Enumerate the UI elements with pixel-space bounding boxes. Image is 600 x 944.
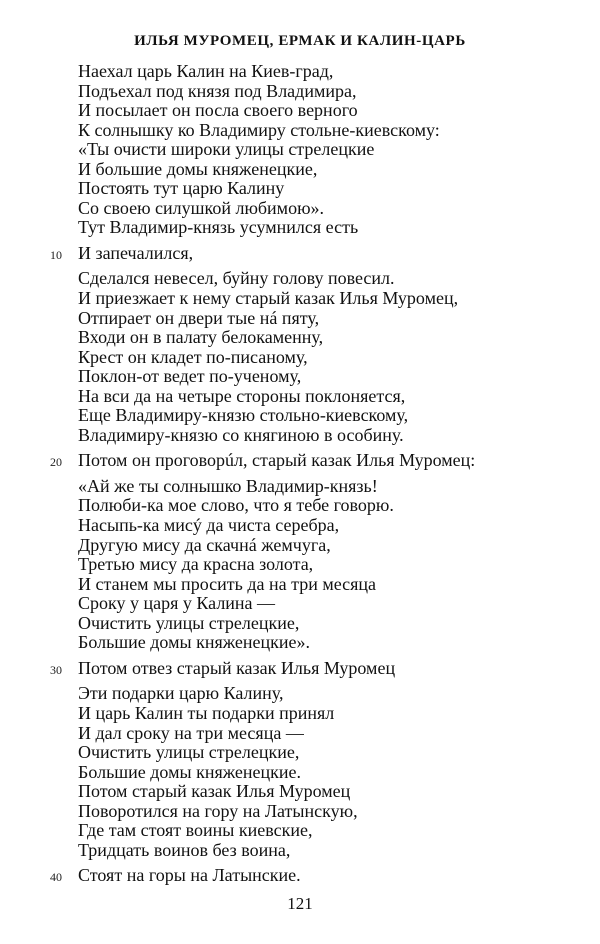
verse-line: [78, 309, 578, 329]
line-number: 10: [50, 247, 62, 262]
verse-line: [78, 575, 578, 595]
verse-line-text: Сделался невесел, буйну голову повесил.: [78, 268, 395, 289]
verse-line-text: И станем мы просить да на три месяца: [78, 573, 377, 594]
verse-line: [78, 387, 578, 407]
verse-line: [78, 477, 578, 497]
verse-line: [78, 614, 578, 634]
verse-line-text: Большие домы княженецкие».: [78, 632, 311, 653]
line-number: 40: [50, 870, 62, 885]
verse-line-text: Потом отвез старый казак Илья Муромец: [78, 657, 396, 678]
verse-line-text: Наехал царь Калин на Киев-град,: [78, 61, 334, 81]
verse-line-text: На вси да на четыре стороны поклоняется,: [78, 385, 406, 406]
verse-line: [78, 633, 578, 653]
verse-line-text: Эти подарки царю Калину,: [78, 683, 284, 704]
verse-line-text: Входи он в палату белокаменну,: [78, 327, 324, 348]
verse-line-text: Третью мису да красна золота,: [78, 554, 314, 575]
poem-text: [50, 61, 578, 886]
verse-line: [78, 121, 578, 141]
verse-line: [78, 82, 578, 102]
verse-line: [78, 704, 578, 724]
verse-line: [50, 242, 578, 264]
verse-line-text: Тридцать воинов без воина,: [78, 839, 291, 860]
verse-line: [78, 496, 578, 516]
verse-line: [78, 426, 578, 446]
verse-line-text: К солнышку ко Владимиру стольне-киевскому:: [78, 119, 440, 140]
verse-line: [78, 367, 578, 387]
verse-line-text: Поворотился на гору на Латынскую,: [78, 800, 358, 821]
verse-line: [78, 269, 578, 289]
verse-line: [78, 199, 578, 219]
verse-line-text: Тут Владимир-князь усумнился есть: [78, 217, 359, 238]
verse-line: [78, 594, 578, 614]
verse-line: [78, 348, 578, 368]
verse-line-text: И царь Калин ты подарки принял: [78, 702, 335, 723]
verse-line: [78, 140, 578, 160]
verse-line: [78, 802, 578, 822]
verse-line: [78, 684, 578, 704]
verse-line-text: Постоять тут царю Калину: [78, 178, 285, 199]
verse-line-text: Еще Владимиру-князю стольно-киевскому,: [78, 405, 409, 426]
verse-line: [78, 782, 578, 802]
verse-line: [78, 160, 578, 180]
verse-line: [78, 179, 578, 199]
verse-line: [78, 743, 578, 763]
running-head-title: ИЛЬЯ МУРОМЕЦ, ЕРМАК И КАЛИН-ЦАРЬ: [134, 33, 466, 49]
line-number: 30: [50, 662, 62, 677]
line-number: 20: [50, 455, 62, 470]
verse-line: [78, 841, 578, 861]
verse-line: [50, 657, 578, 679]
verse-line-text: Большие домы княженецкие.: [78, 761, 302, 782]
verse-line: [78, 516, 578, 536]
verse-line: [50, 865, 578, 886]
verse-line: [78, 406, 578, 426]
verse-line: [78, 289, 578, 309]
verse-line: [78, 218, 578, 238]
verse-line-text: Со своею силушкой любимою».: [78, 197, 325, 218]
verse-line: [78, 555, 578, 575]
verse-line-text: Отпирает он двери тые нá пяту,: [78, 307, 320, 328]
verse-line-text: И запечалился,: [78, 242, 194, 263]
verse-line-text: И дал сроку на три месяца —: [78, 722, 304, 743]
verse-line: [78, 763, 578, 783]
verse-line-text: Очистить улицы стрелецкие,: [78, 612, 300, 633]
verse-line-text: Насыпь-ка мисý да чиста серебра,: [78, 515, 340, 536]
verse-line: [78, 821, 578, 841]
verse-line: [50, 450, 578, 471]
verse-line-text: И приезжает к нему старый казак Илья Муромец,: [78, 288, 459, 309]
verse-line-text: Где там стоят воины киевские,: [78, 820, 313, 841]
verse-line-text: Другую мису да скачнá жемчуга,: [78, 534, 331, 555]
verse-line: [78, 328, 578, 348]
verse-line: [78, 62, 578, 82]
verse-line: [78, 724, 578, 744]
verse-line-text: Потом он проговорúл, старый казак Илья Муромец:: [78, 450, 476, 471]
verse-line-text: Потом старый казак Илья Муромец: [78, 781, 351, 802]
page-number: 121: [287, 894, 313, 913]
verse-line-text: Сроку у царя у Калина —: [78, 593, 276, 614]
verse-line-text: Полюби-ка мое слово, что я тебе говорю.: [78, 495, 394, 516]
verse-line-text: Поклон-от ведет по-ученому,: [78, 366, 302, 387]
verse-line-text: Подъехал под князя под Владимира,: [78, 80, 357, 101]
verse-line-text: Владимиру-князю со княгиною в особину.: [78, 424, 404, 445]
verse-line-text: «Ты очисти широки улицы стрелецкие: [78, 139, 375, 160]
verse-line-text: Очистить улицы стрелецкие,: [78, 742, 300, 763]
verse-line: [78, 536, 578, 556]
verse-line-text: И посылает он посла своего верного: [78, 100, 358, 121]
verse-line-text: Стоят на горы на Латынские.: [78, 865, 301, 886]
verse-line: [78, 101, 578, 121]
verse-line-text: «Ай же ты солнышко Владимир-князь!: [78, 475, 378, 496]
verse-line-text: И большие домы княженецкие,: [78, 158, 318, 179]
verse-line-text: Крест он кладет по-писаному,: [78, 346, 308, 367]
